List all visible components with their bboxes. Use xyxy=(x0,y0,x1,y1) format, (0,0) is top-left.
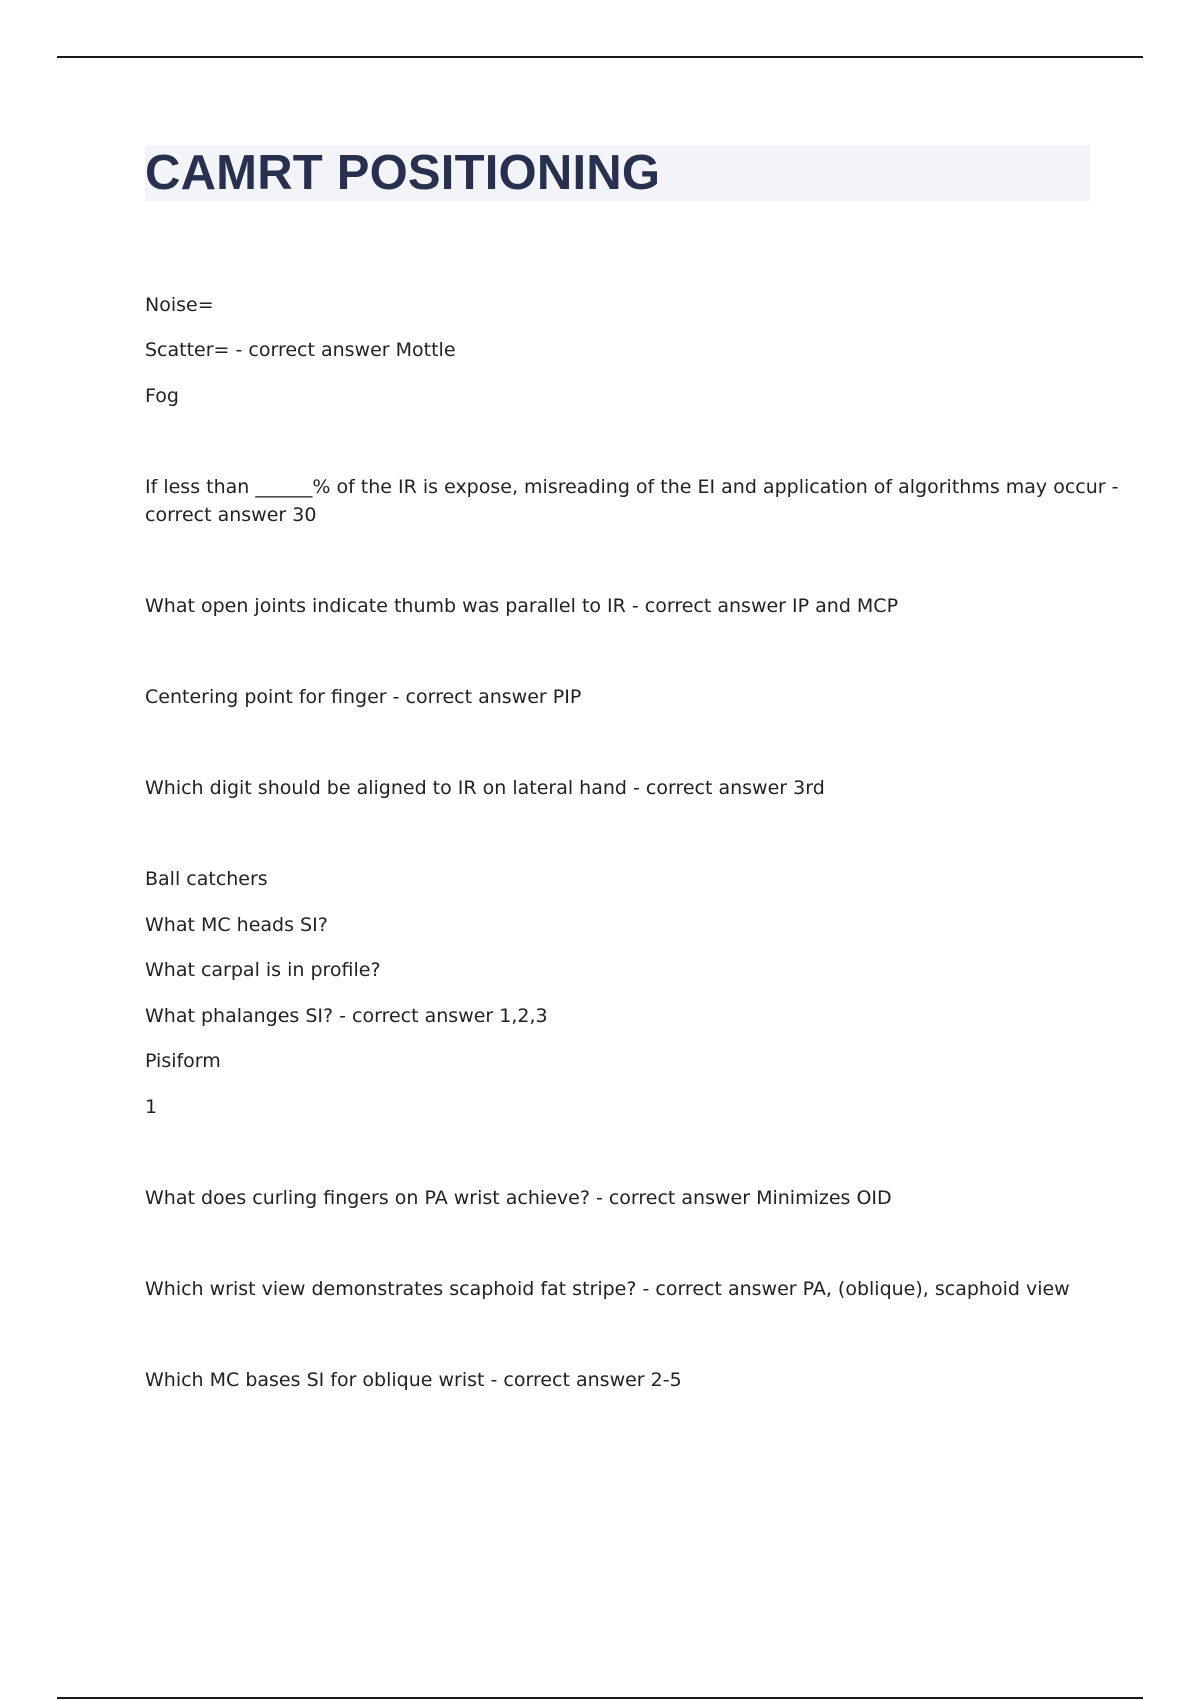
text-line: Scatter= - correct answer Mottle xyxy=(145,339,456,361)
text-line: Fog xyxy=(145,385,179,407)
footer-rule xyxy=(57,1697,1143,1699)
header-rule xyxy=(57,56,1143,58)
text-line: What phalanges SI? - correct answer 1,2,3 xyxy=(145,1005,548,1027)
text-line: If less than ______% of the IR is expose, misreading of the EI and application of algorithms may occur - xyxy=(145,476,1119,498)
text-line: Ball catchers xyxy=(145,868,268,890)
text-line: correct answer 30 xyxy=(145,504,317,526)
text-line: What open joints indicate thumb was parallel to IR - correct answer IP and MCP xyxy=(145,595,899,617)
text-line: What does curling fingers on PA wrist achieve? - correct answer Minimizes OID xyxy=(145,1187,892,1209)
text-line: Noise= xyxy=(145,294,214,316)
text-line: 1 xyxy=(145,1096,158,1118)
text-line: Which digit should be aligned to IR on lateral hand - correct answer 3rd xyxy=(145,777,825,799)
text-line: Pisiform xyxy=(145,1050,221,1072)
text-line: What carpal is in profile? xyxy=(145,959,381,981)
text-line: Which MC bases SI for oblique wrist - correct answer 2-5 xyxy=(145,1369,682,1391)
text-line: Which wrist view demonstrates scaphoid fat stripe? - correct answer PA, (oblique), scaphoid view xyxy=(145,1278,1070,1300)
text-line: Centering point for finger - correct answer PIP xyxy=(145,686,582,708)
page-title: CAMRT POSITIONING xyxy=(145,146,661,200)
text-line: What MC heads SI? xyxy=(145,914,328,936)
